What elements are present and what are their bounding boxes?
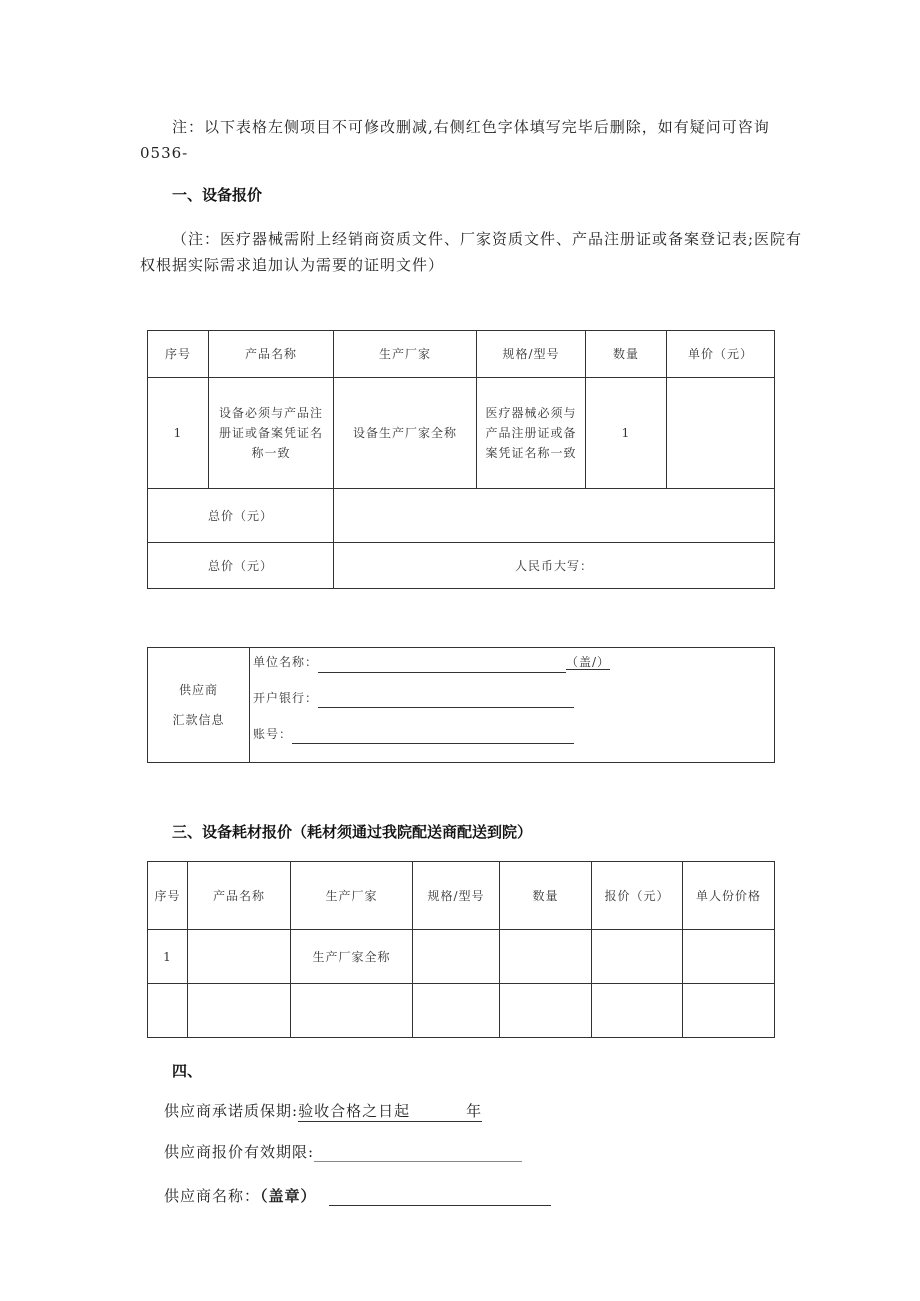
spec-cell[interactable] — [413, 984, 500, 1038]
product-name-cell[interactable] — [188, 984, 291, 1038]
header-cell: 序号 — [148, 862, 188, 930]
spec-cell[interactable]: 医疗器械必须与产品注册证或备案凭证名称一致 — [477, 378, 586, 489]
header-cell: 产品名称 — [188, 862, 291, 930]
warranty-unit: 年 — [466, 1102, 483, 1120]
validity-label: 供应商报价有效期限: — [164, 1143, 315, 1161]
section1-title: 一、设备报价 — [172, 186, 263, 204]
supplier-remittance-table — [147, 647, 775, 763]
quote-cell[interactable] — [592, 984, 683, 1038]
consumables-quote-table — [147, 861, 775, 1038]
unit-name-field[interactable] — [318, 658, 566, 673]
total-label: 总价（元） — [148, 543, 334, 589]
header-cell: 产品名称 — [209, 331, 334, 378]
section1-note-line-1: （注：医疗器械需附上经销商资质文件、厂家资质文件、产品注册证或备案登记表;医院有 — [172, 230, 803, 248]
warranty-field[interactable] — [298, 1100, 482, 1122]
section1-note-line-2: 权根据实际需求追加认为需要的证明文件） — [140, 256, 445, 274]
header-cell: 数量 — [500, 862, 592, 930]
account-line — [253, 724, 771, 754]
unit-name-label: 单位名称： — [253, 655, 319, 669]
quantity-cell[interactable] — [500, 984, 592, 1038]
header-cell: 单人份价格 — [683, 862, 775, 930]
equipment-quote-table — [147, 330, 775, 589]
note-line-1: 注：以下表格左侧项目不可修改删减,右侧红色字体填写完毕后删除，如有疑问可咨询 — [172, 118, 770, 136]
supplier-label-2: 汇款信息 — [172, 713, 225, 727]
per-person-price-cell[interactable] — [683, 930, 775, 984]
unit-name-line — [253, 652, 771, 688]
unit-price-cell[interactable] — [667, 378, 775, 489]
header-cell: 规格/型号 — [477, 331, 586, 378]
warranty-line — [164, 1100, 482, 1122]
maker-cell[interactable] — [291, 984, 413, 1038]
header-cell: 规格/型号 — [413, 862, 500, 930]
product-name-cell[interactable] — [188, 930, 291, 984]
supplier-label-1: 供应商 — [178, 683, 218, 697]
section4-title: 四、 — [172, 1062, 203, 1080]
warranty-label: 供应商承诺质保期: — [164, 1102, 299, 1120]
warranty-value: 验收合格之日起 — [298, 1102, 411, 1120]
table-header-row — [148, 862, 775, 930]
header-cell: 单价（元） — [667, 331, 775, 378]
maker-cell[interactable]: 设备生产厂家全称 — [334, 378, 477, 489]
section3-title: 三、设备耗材报价（耗材须通过我院配送商配送到院） — [172, 823, 533, 841]
quantity-cell[interactable]: 1 — [586, 378, 667, 489]
maker-cell[interactable]: 生产厂家全称 — [291, 930, 413, 984]
table-row — [148, 930, 775, 984]
quote-cell[interactable] — [592, 930, 683, 984]
per-person-price-cell[interactable] — [683, 984, 775, 1038]
validity-field[interactable] — [314, 1147, 522, 1162]
note-line-2: 0536- — [140, 144, 189, 162]
supplier-label-cell — [148, 648, 250, 763]
bank-field[interactable] — [318, 693, 574, 708]
supplier-name-label: 供应商名称： — [164, 1187, 261, 1205]
account-label: 账号： — [253, 727, 293, 741]
header-cell: 数量 — [586, 331, 667, 378]
row-number — [148, 984, 188, 1038]
supplier-info-cell — [250, 648, 775, 763]
account-field[interactable] — [292, 729, 574, 744]
supplier-seal: （盖章） — [260, 1187, 317, 1205]
table-row — [148, 984, 775, 1038]
unit-name-seal: （盖/） — [566, 655, 611, 669]
supplier-name-line — [164, 1185, 551, 1206]
total-row — [148, 489, 775, 543]
bank-label: 开户银行： — [253, 691, 319, 705]
table-header-row — [148, 331, 775, 378]
spec-cell[interactable] — [413, 930, 500, 984]
row-number: 1 — [148, 930, 188, 984]
total-label: 总价（元） — [148, 489, 334, 543]
header-cell: 生产厂家 — [334, 331, 477, 378]
table-row — [148, 378, 775, 489]
validity-line — [164, 1141, 522, 1162]
total-row — [148, 543, 775, 589]
header-cell: 生产厂家 — [291, 862, 413, 930]
product-name-cell[interactable]: 设备必须与产品注册证或备案凭证名称一致 — [209, 378, 334, 489]
total-value[interactable] — [334, 489, 775, 543]
supplier-name-field[interactable] — [329, 1191, 551, 1206]
quantity-cell[interactable] — [500, 930, 592, 984]
header-cell: 报价（元） — [592, 862, 683, 930]
row-number: 1 — [148, 378, 209, 489]
header-cell: 序号 — [148, 331, 209, 378]
total-rmb-capital[interactable]: 人民币大写： — [334, 543, 775, 589]
bank-line — [253, 688, 771, 724]
